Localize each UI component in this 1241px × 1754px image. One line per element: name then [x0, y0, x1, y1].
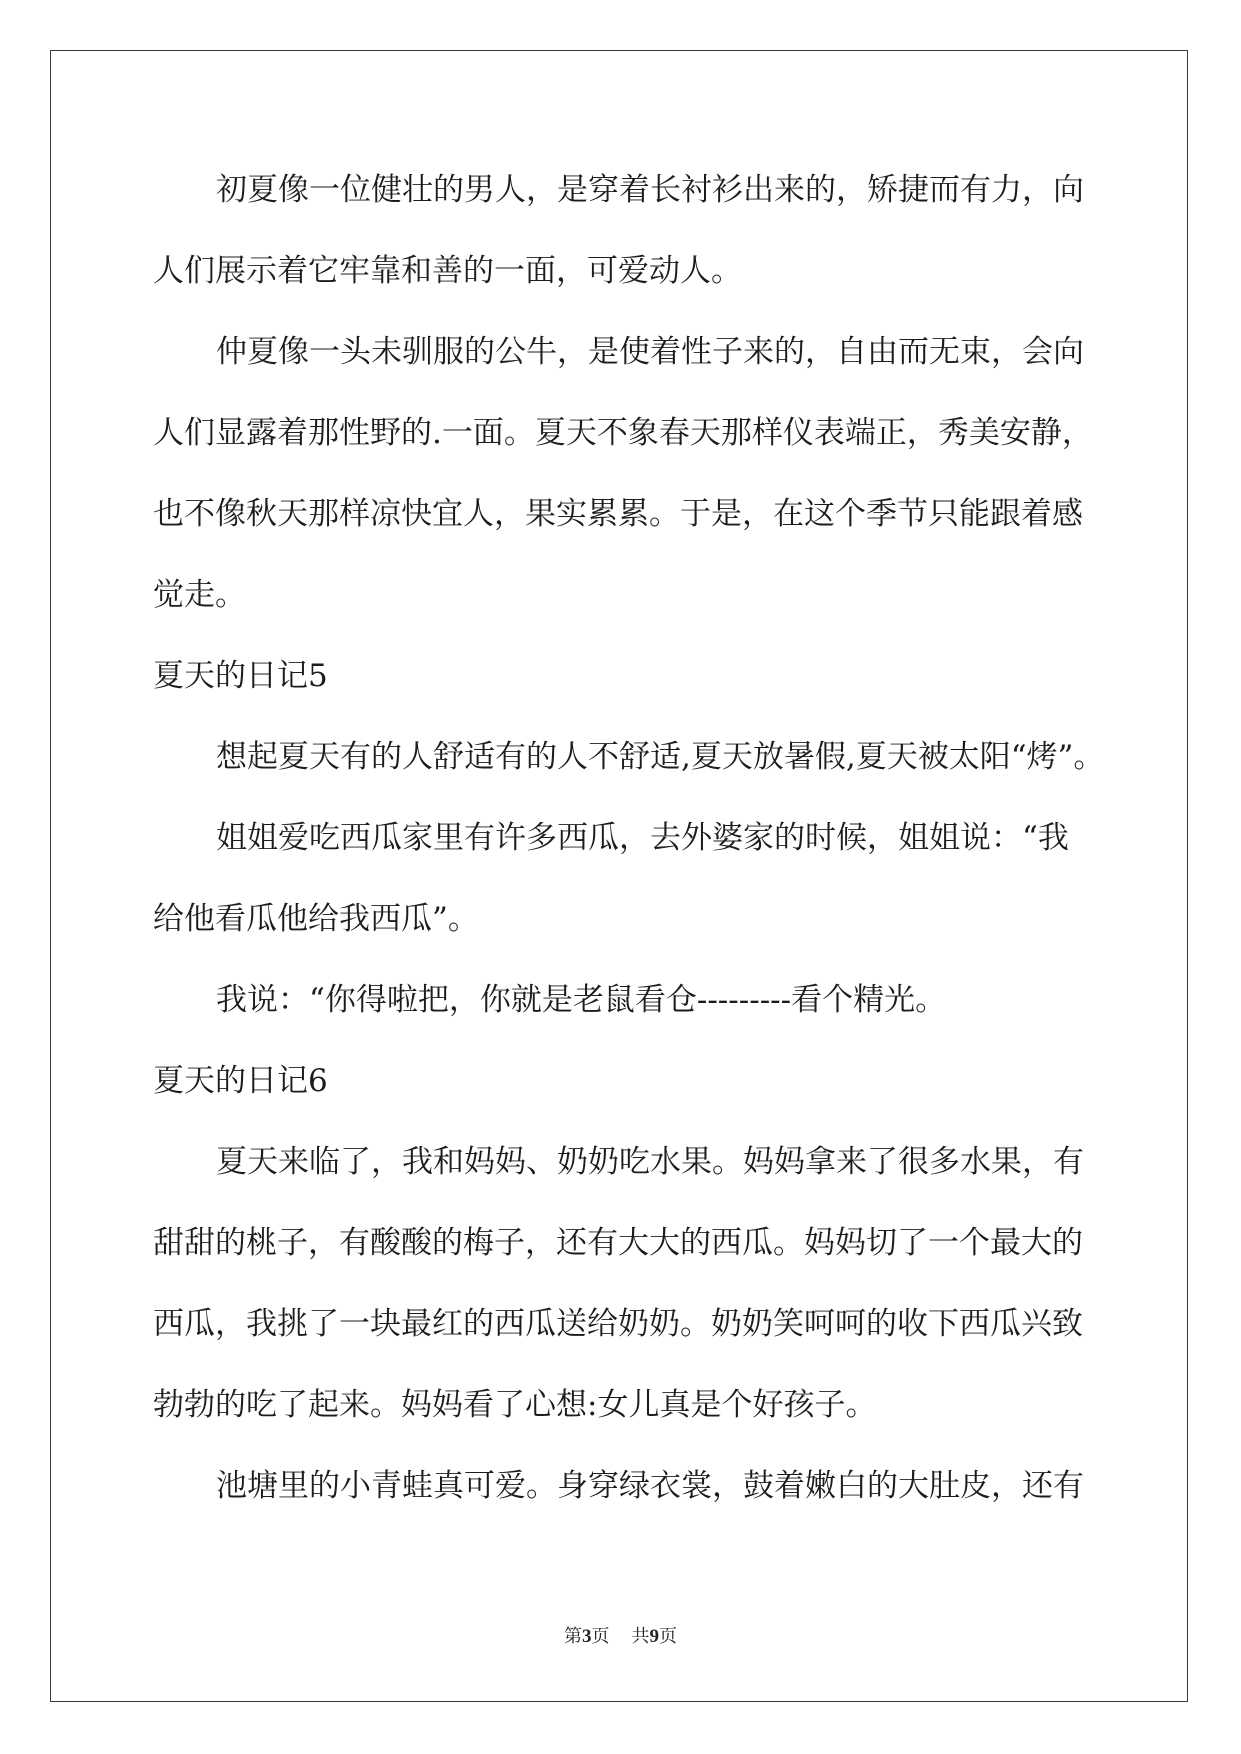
paragraph-line: 想起夏天有的人舒适有的人不舒适,夏天放暑假,夏天被太阳“烤”。 — [216, 739, 1105, 775]
paragraph-line: 甜甜的桃子，有酸酸的梅子，还有大大的西瓜。妈妈切了一个最大的 — [153, 1225, 1083, 1261]
paragraph-line: 觉走。 — [153, 577, 246, 613]
section-heading: 夏天的日记5 — [153, 658, 328, 694]
paragraph-line: 也不像秋天那样凉快宜人，果实累累。于是，在这个季节只能跟着感 — [153, 496, 1083, 532]
paragraph-line: 我说：“你得啦把，你就是老鼠看仓---------看个精光。 — [216, 982, 947, 1018]
paragraph-line: 仲夏像一头未驯服的公牛，是使着性子来的，自由而无束，会向 — [216, 334, 1084, 370]
document-body — [153, 150, 1104, 1527]
paragraph-line: 姐姐爱吃西瓜家里有许多西瓜，去外婆家的时候，姐姐说：“我 — [216, 820, 1069, 856]
page-prefix: 第 — [564, 1626, 582, 1647]
paragraph-line: 初夏像一位健壮的男人，是穿着长衬衫出来的，矫捷而有力，向 — [216, 172, 1084, 208]
total-prefix: 共 — [631, 1626, 650, 1647]
paragraph-line: 人们展示着它牢靠和善的一面，可爱动人。 — [153, 253, 742, 289]
paragraph-line: 给他看瓜他给我西瓜”。 — [153, 901, 479, 937]
current-page-label — [564, 1626, 610, 1647]
paragraph-line: 夏天来临了，我和妈妈、奶奶吃水果。妈妈拿来了很多水果，有 — [216, 1144, 1084, 1180]
total-pages-number: 9 — [649, 1626, 659, 1647]
section-heading: 夏天的日记6 — [153, 1063, 328, 1099]
page-suffix: 页 — [591, 1626, 610, 1647]
paragraph-line: 池塘里的小青蛙真可爱。身穿绿衣裳，鼓着嫩白的大肚皮，还有 — [216, 1468, 1084, 1504]
paragraph-line: 西瓜，我挑了一块最红的西瓜送给奶奶。奶奶笑呵呵的收下西瓜兴致 — [153, 1306, 1083, 1342]
page-footer — [0, 1622, 1241, 1652]
total-suffix: 页 — [659, 1626, 677, 1647]
paragraph-line: 勃勃的吃了起来。妈妈看了心想:女儿真是个好孩子。 — [153, 1387, 877, 1423]
current-page-number: 3 — [582, 1626, 592, 1647]
paragraph-line: 人们显露着那性野的.一面。夏天不象春天那样仪表端正，秀美安静， — [153, 415, 1093, 451]
total-pages-label — [632, 1626, 678, 1647]
